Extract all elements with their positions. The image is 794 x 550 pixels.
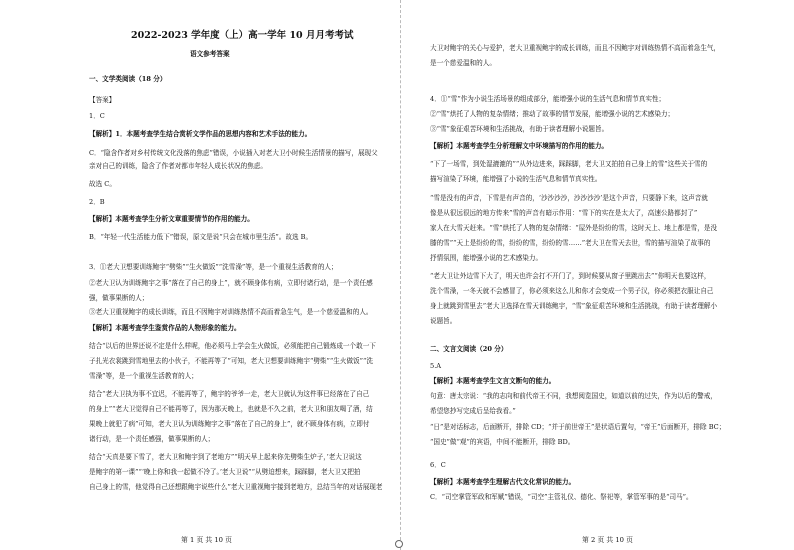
left-text-line: 亲对自己的训练，隐含了作者对都市年轻人成长状况的焦虑。 (89, 162, 268, 170)
left-text-line: 结合“老大卫执为事不宜迟，不能再等了，鲍宇的爷爷一走，老大卫就认为这件事已经落在了自己 (89, 390, 370, 398)
right-text-line: ②“雪”烘托了人物的复杂情绪；推动了故事的情节发展，能增强小说的艺术感染力； (430, 110, 675, 118)
page-divider (400, 0, 401, 550)
right-text-line: 句意：唐太宗说：“我的志向和前代帝王不同，我想阅览国史，如道以前的过失，作为以后的警戒， (430, 392, 717, 400)
right-text-line: “国史”做“观”的宾语，中间不能断开，排除 BD。 (430, 438, 575, 446)
right-text-line: 希望您抄写完成后呈给我看。” (430, 407, 516, 415)
left-text-line: 的身上”“老大卫觉得自己不能再等了，因为那天晚上，也就是不久之前，老大卫和朋友喝了酒，结 (89, 405, 373, 413)
right-text-line: 6．C (430, 461, 446, 469)
left-text-line: 3．①老大卫想要训练鲍宇“劈柴”“生火做饭”“洗雪澡”等，是一个重视生活教育的人； (89, 263, 338, 271)
right-text-line: 【解析】本题考查学生分析理解文中环境描写的作用的能力。 (430, 142, 609, 150)
right-text-line: 是一个慈爱温和的人。 (430, 59, 496, 67)
left-text-line: 故选 C。 (89, 180, 116, 188)
page-number-right: 第 2 页 共 10 页 (582, 536, 633, 544)
left-text-line: 子扎光衣裳跳到雪地里去的小伙子，不能再等了”可知，老大卫想要训练鲍宇“劈柴”“生火做饭”“洗 (89, 357, 373, 365)
left-text-line: 强，做事果断的人； (89, 294, 149, 302)
left-text-line: 一、文学类阅读（18 分） (89, 75, 167, 83)
page-title: 2022-2023 学年度（上）高一学年 10 月月考考试 (131, 30, 354, 41)
left-text-line: 【解析】本题考查学生分析文章重要情节的作用的能力。 (89, 215, 254, 223)
left-text-line: 雪澡”等，是一个重视生活教育的人； (89, 372, 198, 380)
left-text-line: 果晚上就犯了病”可知，老大卫认为训练鲍宇之事“落在了自己的身上”，就不顾身体有病，立即付 (89, 420, 370, 428)
right-text-line: 二、文言文阅读（20 分） (430, 345, 508, 353)
page-subtitle: 语文参考答案 (190, 50, 230, 58)
right-text-line: 像是从很远很远的地方传来”雪的声音有暗示作用：“雪下的实在是太大了，高速公路都封了” (430, 209, 698, 217)
left-text-line: 结合“天真是要下雪了，老大卫和鲍宇到了老地方”“明天早上起来你先劈柴生炉子，’老大卫说这 (89, 453, 362, 461)
right-text-line: 5.A (430, 362, 442, 370)
left-text-line: ②老大卫认为训练鲍宇之事“落在了自己的身上”，就不顾身体有病，立即付诸行动，是一个责任感 (89, 279, 373, 287)
left-text-line: C．“隐含作者对乡村传统文化没落的焦虑”错误，小说插入对老大卫小时候生活情景的描写，展现父 (89, 149, 378, 157)
right-text-line: ③“雪”象征艰苦环境和生活挑战，有助于读者理解小说题旨。 (430, 125, 609, 133)
right-text-line: “日”是对话标志，后面断开，排除 CD；“并于前世帝王”是状语后置句，“帝王”后面断开，排除 BC； (430, 423, 726, 431)
right-page (404, 0, 794, 550)
page-number-left: 第 1 页 共 10 页 (181, 536, 232, 544)
left-text-line: 诸行动，是一个责任感强，做事果断的人； (89, 435, 215, 443)
right-text-line: 洗个雪澡，一冬天就不会感冒了，你必须来这么儿和你才会变成一个男子汉，你必须把衣服让自己 (430, 287, 714, 295)
left-text-line: 【答案】 (89, 96, 116, 104)
left-text-line: ③老大卫重视鲍宇的成长训练，而且不因鲍宇对训练热情不高而着急生气，是一个慈爱温和的人。 (89, 308, 373, 316)
right-text-line: “老大卫让外边雪下大了，明天也许会打不开门了，到时候要从窗子里跳出去”“你明天也要这样， (430, 272, 711, 280)
left-text-line: B．“年轻一代生活能力低下”错误，原文是说“只会在城市里生活”。故选 B。 (89, 233, 313, 241)
left-text-line: 2．B (89, 198, 105, 206)
left-text-line: 是鲍宇的第一课”“‘晚上你和我一起做不冷了。’老大卫说”“从劈迫想来，踩踩脚，老大卫又把拍 (89, 468, 361, 476)
right-text-line: 4．①“雪”作为小说生活场景的组成部分，能增强小说的生活气息和情节真实性； (430, 95, 666, 103)
left-text-line: 1．C (89, 112, 105, 120)
left-text-line: 【解析】1．本题考查学生结合赏析文学作品的思想内容和艺术手法的能力。 (89, 130, 312, 138)
right-text-line: 家人在大雪天赶来。“雪”烘托了人物的复杂情绪：“屋外是纷纷的雪，这时天上、地上都是雪，是没 (430, 224, 718, 232)
left-text-line: 结合“以后的世界还说不定是什么样呢，他必须马上学会生火做饭，必须能把自己锻炼成一个敢一下 (89, 342, 376, 350)
right-text-line: “下了一场雪，到处湿漉漉的”“从外边进来，踩踩脚，老大卫又拍拍自己身上的雪”这些关于雪的 (430, 160, 708, 168)
right-text-line: 抒情氛围，能增强小说的艺术感染力。 (430, 254, 543, 262)
right-text-line: 身上就跳到雪里去”老大卫选择在雪天训练鲍宇，“雪”象征艰苦环境和生活挑战，有助于读者理解小 (430, 302, 718, 310)
right-text-line: 大卫对鲍宇的关心与爱护，老大卫重视鲍宇的成长训练，而且不因鲍宇对训练热情不高而着急生气， (430, 44, 721, 52)
right-text-line: 【解析】本题考查学生理解古代文化常识的能力。 (430, 478, 576, 486)
right-text-line: “雪是没有的声音，下雪是有声音的，‘沙沙沙沙，沙沙沙沙’是这个声音，只要静下来，这声音就 (430, 194, 708, 202)
right-text-line: 【解析】本题考查学生文言文断句的能力。 (430, 377, 556, 385)
right-text-line: 描写渲染了环境，能增强了小说的生活气息和情节真实性。 (430, 175, 602, 183)
right-text-line: 膝的雪”“天上是纷纷的雪，纷纷的雪，纷纷的雪……”老大卫在雪天去世，雪的描写渲染了故事的 (430, 239, 711, 247)
right-text-line: C．“司空掌管军政和军赋”错误，“司空”主管礼仪、德化、祭祀等，掌管军事的是“司马”。 (430, 493, 693, 501)
right-text-line: 说题旨。 (430, 317, 457, 325)
left-text-line: 自己身上的雪，他觉得自己还想跟鲍宇说些什么”老大卫重视鲍宇接到老地方，总结当年的对话展现老 (89, 483, 383, 491)
left-text-line: 【解析】本题考查学生鉴赏作品的人物形象的能力。 (89, 324, 241, 332)
